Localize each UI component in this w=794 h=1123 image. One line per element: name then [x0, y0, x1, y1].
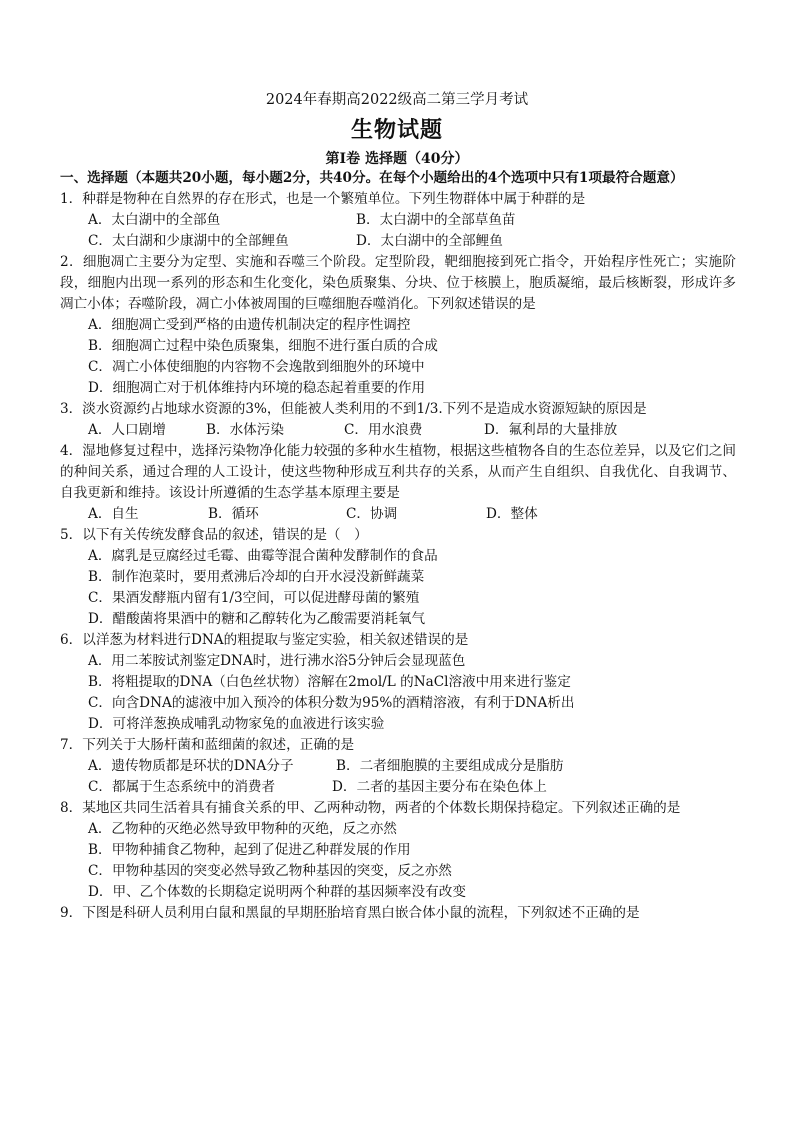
question-1	[60, 189, 736, 252]
option-a: A．太白湖中的全部鱼	[88, 212, 221, 228]
option-c: C．向含DNA的滤液中加入预冷的体积分数为95%的酒精溶液，有利于DNA析出	[88, 695, 575, 711]
option-b: B．太白湖中的全部草鱼苗	[356, 212, 516, 228]
option-d: D．二者的基因主要分布在染色体上	[332, 779, 547, 795]
question-stem: 3．淡水资源约占地球水资源的3%，但能被人类利用的不到1/3.下列不是造成水资源短缺的原因是	[60, 401, 647, 417]
option-d: D．醋酸菌将果酒中的糖和乙醇转化为乙酸需要消耗氧气	[88, 611, 426, 627]
option-b: B．二者细胞膜的主要组成成分是脂肪	[336, 758, 564, 774]
option-d: D．可将洋葱换成哺乳动物家兔的血液进行该实验	[88, 716, 385, 732]
options-row	[60, 504, 736, 525]
question-stem: 2．细胞凋亡主要分为定型、实施和吞噬三个阶段。定型阶段，靶细胞接到死亡指令，开始程序性死亡；实施阶段，细胞内出现一系列的形态和生化变化，染色质聚集、分块、位于核膜上，胞质凝缩，最后核断裂，形成许多凋亡小体；吞噬阶段，凋亡小体被周围的巨噬细胞吞噬消化。下列叙述错误的是	[60, 254, 736, 312]
option-b: B．将粗提取的DNA（白色丝状物）溶解在2mol/L 的NaCl溶液中用来进行鉴定	[88, 674, 571, 690]
question-2	[60, 252, 736, 399]
question-stem: 9．下图是科研人员利用白鼠和黑鼠的早期胚胎培育黑白嵌合体小鼠的流程，下列叙述不正确的是	[60, 905, 640, 921]
options-row	[60, 231, 736, 252]
options-row	[60, 777, 736, 798]
part-heading: 第Ⅰ卷 选择题（40分）	[325, 151, 469, 167]
question-stem: 6．以洋葱为材料进行DNA的粗提取与鉴定实验，相关叙述错误的是	[60, 632, 469, 648]
question-stem: 8．某地区共同生活着具有捕食关系的甲、乙两种动物，两者的个体数长期保持稳定。下列叙述正确的是	[60, 800, 681, 816]
option-b: B．制作泡菜时，要用煮沸后冷却的白开水浸没新鲜蔬菜	[88, 569, 425, 585]
question-5	[60, 525, 736, 630]
option-c: C．甲物种基因的突变必然导致乙物种基因的突变，反之亦然	[88, 863, 452, 879]
question-stem: 7．下列关于大肠杆菌和蓝细菌的叙述，正确的是	[60, 737, 355, 753]
option-a: A．人口剧增	[88, 422, 166, 438]
section-intro: 一、选择题（本题共20小题，每小题2分，共40分。在每个小题给出的4个选项中只有1项最符合题意）	[60, 170, 684, 186]
option-a: A．遗传物质都是环状的DNA分子	[88, 758, 294, 774]
exam-header-line: 2024年春期高2022级高二第三学月考试	[265, 92, 529, 108]
option-d: D．太白湖中的全部鲤鱼	[356, 233, 503, 249]
options-row	[60, 756, 736, 777]
question-8	[60, 798, 736, 903]
question-4	[60, 441, 736, 525]
option-a: A．腐乳是豆腐经过毛霉、曲霉等混合菌种发酵制作的食品	[88, 548, 438, 564]
option-c: C．果酒发酵瓶内留有1/3空间，可以促进酵母菌的繁殖	[88, 590, 420, 606]
options-row	[60, 420, 736, 441]
option-d: D．细胞凋亡对于机体维持内环境的稳态起着重要的作用	[88, 380, 426, 396]
option-a: A．细胞凋亡受到严格的由遗传机制决定的程序性调控	[88, 317, 411, 333]
option-c: C．协调	[346, 506, 398, 522]
option-b: B．细胞凋亡过程中染色质聚集，细胞不进行蛋白质的合成	[88, 338, 438, 354]
options-list	[60, 651, 736, 735]
question-3	[60, 399, 736, 441]
option-d: D．氟利昂的大量排放	[484, 422, 618, 438]
option-b: B．甲物种捕食乙物种，起到了促进乙种群发展的作用	[88, 842, 411, 858]
option-a: A．乙物种的灭绝必然导致甲物种的灭绝，反之亦然	[88, 821, 397, 837]
options-list	[60, 315, 736, 399]
option-c: C．用水浪费	[344, 422, 423, 438]
option-d: D．甲、乙个体数的长期稳定说明两个种群的基因频率没有改变	[88, 884, 466, 900]
question-9	[60, 903, 736, 924]
option-c: C．都属于生态系统中的消费者	[88, 779, 276, 795]
option-a: A．用二苯胺试剂鉴定DNA时，进行沸水浴5分钟后会显现蓝色	[88, 653, 466, 669]
option-b: B．循环	[208, 506, 259, 522]
option-b: B．水体污染	[206, 422, 284, 438]
option-c: C．凋亡小体使细胞的内容物不会逸散到细胞外的环境中	[88, 359, 425, 375]
question-stem: 4．湿地修复过程中，选择污染物净化能力较强的多种水生植物，根据这些植物各自的生态位差异，以及它们之间的种间关系，通过合理的人工设计，使这些物种形成互利共存的关系，从而产生自组织、自我优化、自我调节、自我更新和维持。该设计所遵循的生态学基本原理主要是	[60, 443, 736, 501]
question-6	[60, 630, 736, 735]
options-row	[60, 210, 736, 231]
options-list	[60, 546, 736, 630]
option-a: A．自生	[88, 506, 139, 522]
option-c: C．太白湖和少康湖中的全部鲤鱼	[88, 233, 289, 249]
question-stem: 5．以下有关传统发酵食品的叙述，错误的是（ ）	[60, 527, 368, 543]
options-list	[60, 819, 736, 903]
question-7	[60, 735, 736, 798]
page-title: 生物试题	[350, 117, 443, 143]
question-body	[60, 168, 736, 924]
question-stem: 1．种群是物种在自然界的存在形式，也是一个繁殖单位。下列生物群体中属于种群的是	[60, 191, 586, 207]
option-d: D．整体	[486, 506, 538, 522]
